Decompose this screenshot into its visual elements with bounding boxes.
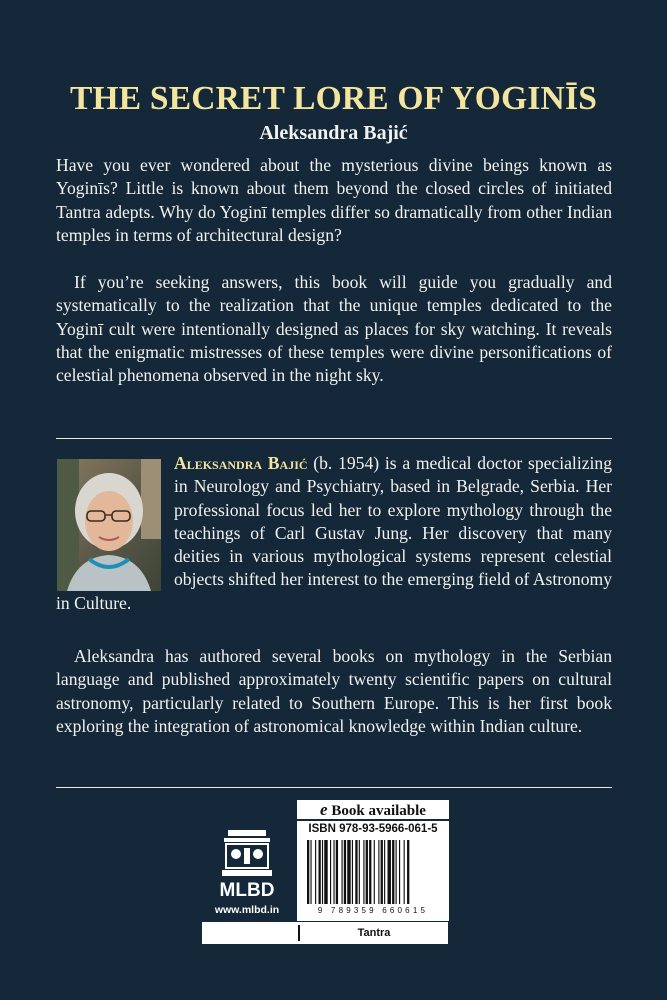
photo-spacer xyxy=(56,452,174,590)
barcode-box xyxy=(297,821,449,921)
ebook-label: Book available xyxy=(327,803,426,819)
barcode-digits: 9 789359 660615 xyxy=(317,906,429,915)
bio-paragraph-2: Aleksandra has authored several books on mythology in the Serbian language and published approximately twenty scientific papers on cultural astronomy, particularly related to Southern Europe. This is her first book exploring the integration of astronomical knowledge within Indian culture. xyxy=(56,646,612,736)
ebook-badge xyxy=(297,800,449,819)
author-bio-paragraph xyxy=(56,452,612,615)
book-title: THE SECRET LORE OF YOGINĪS xyxy=(69,80,598,117)
barcode-image xyxy=(297,838,449,908)
bio-text: (b. 1954) is a medical doctor specializing in Neurology and Psychiatry, based in Belgrade, Serbia. Her professional focus led her to explore mythology through the teachings of Carl Gustav Jung. Her discovery that many deities in various mythological systems represent celestial objects shifted her interest to the emerging field of Astronomy in Culture. xyxy=(56,453,613,613)
book-author: Aleksandra Bajić xyxy=(259,122,408,144)
description-paragraph-1: Have you ever wondered about the mysterious divine beings known as Yoginīs? Little is known about them beyond the closed circles of initiated Tantra adepts. Why do Yoginī temples differ so dramatically from other Indian temples in terms of architectural design? xyxy=(56,155,612,245)
isbn-label: ISBN 978-93-5966-061-5 xyxy=(308,823,438,835)
divider-top xyxy=(56,438,612,439)
publisher-url: www.mlbd.in xyxy=(214,904,280,916)
bio-author-name: Aleksandra Bajić xyxy=(174,453,308,473)
category-label: Tantra xyxy=(357,927,391,939)
description-paragraph-2: If you’re seeking answers, this book will guide you gradually and systematically to the realization that the unique temples dedicated to the Yoginī cult were intentionally designed as places for sky watching. It reveals that the enigmatic mistresses of these temples were divine personifications of celestial phenomena observed in the night sky. xyxy=(56,272,612,386)
publisher-name: MLBD xyxy=(219,880,275,901)
ebook-e-icon: e xyxy=(320,800,328,819)
divider-bottom xyxy=(56,787,612,788)
footer-strip xyxy=(202,922,448,944)
